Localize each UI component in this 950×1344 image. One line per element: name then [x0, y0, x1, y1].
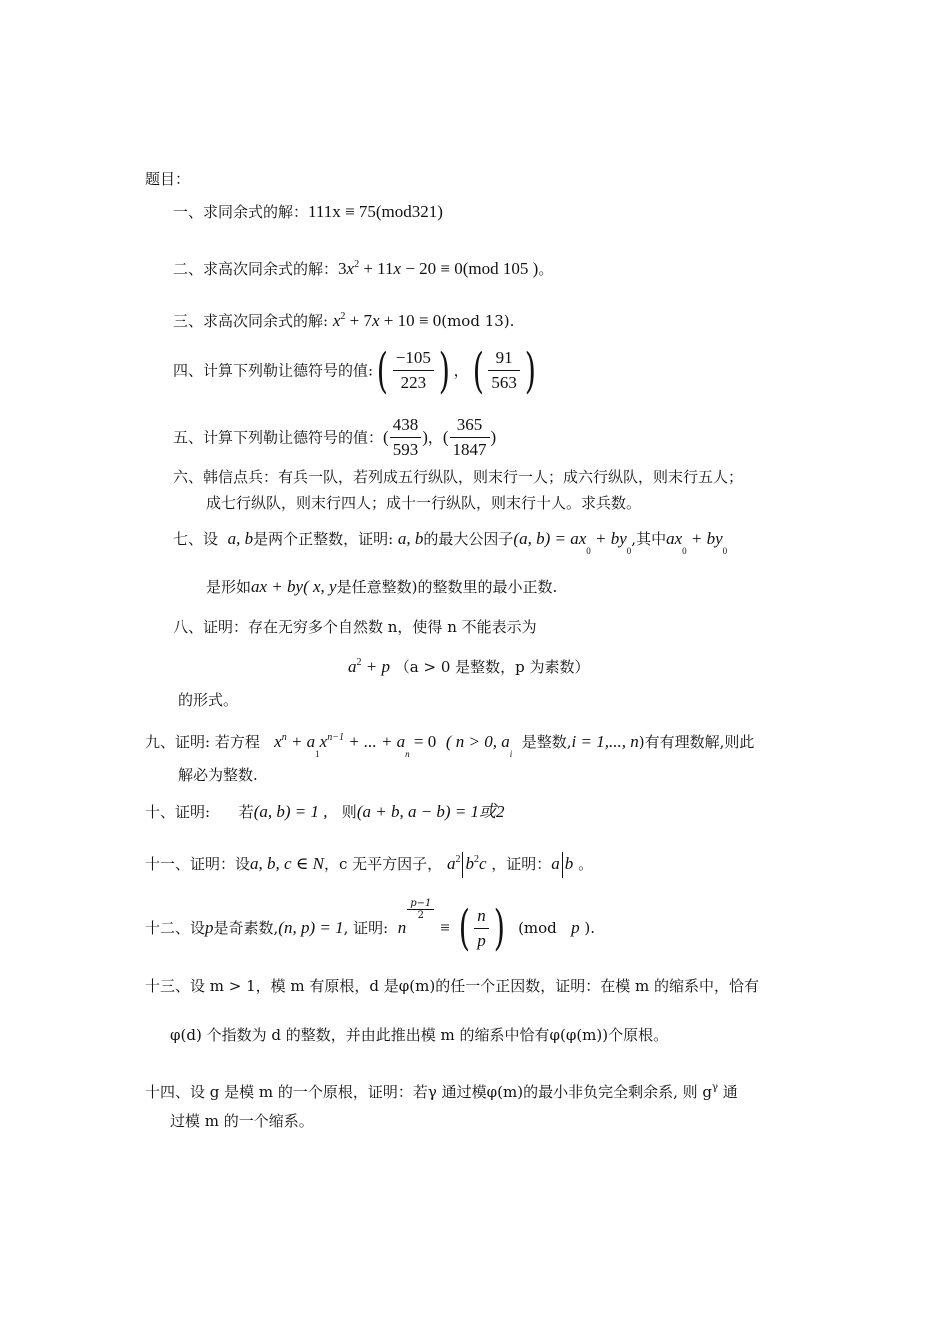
- text: ).: [584, 919, 595, 937]
- problem-9-label: 九、证明: 若方程: [145, 733, 260, 751]
- index-range: i = 1,..., n: [571, 732, 639, 751]
- text: )有有理数解,则此: [638, 733, 755, 751]
- var-ab: a, b: [397, 529, 424, 548]
- condition: (n, p) = 1: [278, 918, 344, 937]
- text: 是整数,: [521, 733, 572, 751]
- left-paren: (: [376, 342, 389, 399]
- var-x: x: [274, 732, 282, 751]
- var-x: x: [332, 311, 341, 330]
- legendre-4: [450, 413, 490, 462]
- subscript: 0: [682, 546, 687, 556]
- legendre-symbol: [474, 904, 489, 953]
- denominator: p: [477, 930, 486, 950]
- problem-8-line-1: 八、证明：存在无穷多个自然数 n，使得 n 不能表示为: [173, 618, 537, 636]
- problem-13-line-2: φ(d) 个指数为 d 的整数，并由此推出模 m 的缩系中恰有φ(φ(m))个原根。: [170, 1026, 669, 1044]
- problem-11: [145, 849, 593, 878]
- var-x: x: [393, 259, 402, 278]
- right-paren: ): [490, 427, 497, 447]
- problem-1-label: 一、求同余式的解：: [173, 203, 309, 221]
- denominator: 563: [491, 373, 517, 392]
- text: 通: [717, 1083, 738, 1101]
- exp: γ: [711, 1082, 718, 1093]
- exp: 2: [356, 657, 362, 668]
- equals-zero: = 0: [409, 732, 437, 751]
- separator: ，: [453, 361, 469, 380]
- exp: n: [281, 732, 287, 743]
- problem-9-line-2: 解必为整数.: [178, 766, 258, 784]
- var-x: x: [371, 311, 380, 330]
- problem-4-label: 四、计算下列勒让德符号的值:: [173, 361, 374, 380]
- heading-text: 题目：: [145, 170, 191, 188]
- term: + by: [686, 529, 723, 548]
- condition: ( n > 0, a: [445, 732, 510, 751]
- problem-10-label: 十、证明:: [145, 803, 211, 821]
- problem-12: [145, 898, 595, 956]
- problem-5: [173, 413, 496, 462]
- text: 则: [341, 803, 357, 821]
- var-xy: ( x, y: [303, 577, 337, 596]
- problem-10: [145, 801, 505, 823]
- subscript: 0: [586, 546, 591, 556]
- problem-2-label: 二、求高次同余式的解：: [173, 260, 339, 278]
- var-p: p: [571, 918, 580, 937]
- left-paren: (: [458, 900, 470, 956]
- var-a: a: [446, 854, 456, 873]
- separator: ，: [427, 428, 443, 447]
- exp: 2: [340, 311, 346, 322]
- right-paren: ): [422, 427, 428, 447]
- subscript: i: [509, 749, 513, 759]
- text: ，证明：: [491, 855, 552, 873]
- right-paren: ): [493, 900, 505, 956]
- var-b: b: [465, 854, 474, 873]
- text: 是奇素数,: [213, 919, 279, 937]
- text: ,其中: [631, 530, 667, 548]
- legendre-3: [390, 413, 422, 462]
- problem-8-line-2: [348, 652, 590, 678]
- numerator: 91: [488, 346, 520, 371]
- right-paren: ): [524, 342, 536, 399]
- text: 若: [238, 803, 254, 821]
- exp: n−1: [327, 732, 344, 743]
- numerator: 365: [450, 413, 490, 438]
- legendre-1: [393, 346, 434, 395]
- problem-7-label: 七、设: [173, 530, 219, 548]
- term: ax: [666, 529, 683, 548]
- denominator: 223: [400, 373, 427, 392]
- problem-13-line-1: 十三、设 m > 1，模 m 有原根，d 是φ(m)的任一个正因数，证明：在模 m 的缩系中，恰有: [145, 977, 759, 995]
- coef: 3: [338, 259, 347, 278]
- problem-14-line-2: 过模 m 的一个缩系。: [170, 1112, 314, 1130]
- subscript: 0: [722, 546, 728, 556]
- exponent-fraction: [407, 898, 434, 921]
- var-p: p: [205, 918, 214, 937]
- problem-4: [173, 342, 540, 399]
- subscript: 1: [315, 749, 320, 759]
- numerator: p−1: [407, 898, 434, 910]
- numerator: 438: [390, 413, 422, 438]
- problem-7-line-2: [206, 576, 557, 598]
- term: + ... + a: [343, 732, 406, 751]
- right-paren: ): [438, 342, 450, 399]
- term: + 10 ≡ 0: [379, 311, 442, 330]
- text: 是两个正整数，证明:: [253, 530, 394, 548]
- problem-5-label: 五、计算下列勒让德符号的值：: [173, 428, 384, 447]
- text: 。: [578, 855, 594, 873]
- exp: 2: [354, 259, 360, 270]
- condition: (a, b) = 1 ,: [253, 802, 328, 821]
- problem-3-expr: [333, 311, 441, 330]
- term: + 7: [345, 311, 372, 330]
- text: 十四、设 g 是模 m 的一个原根，证明：若γ 通过模φ(m)的最小非负完全剩余系, 则 g: [145, 1083, 712, 1101]
- mod-text: (mod: [518, 919, 557, 937]
- problem-8-line-3: 的形式。: [178, 691, 239, 709]
- heading: [145, 168, 190, 190]
- term: + a: [286, 732, 316, 751]
- exp: 2: [473, 854, 479, 865]
- text: ，c 无平方因子，: [323, 855, 443, 873]
- term: + p: [361, 657, 390, 676]
- text: 是任意整数)的整数里的最小正数.: [336, 578, 558, 596]
- var-c: c: [478, 854, 487, 873]
- var-n: n: [397, 918, 407, 937]
- problem-12-label: 十二、设: [145, 919, 206, 937]
- var-a: a: [551, 854, 560, 873]
- problem-3-mod: (mod 13).: [441, 312, 515, 330]
- left-paren: (: [442, 427, 449, 447]
- numerator: n: [474, 904, 489, 929]
- problem-2: [173, 254, 553, 280]
- var-x: x: [319, 732, 328, 751]
- problem-9-line-1: [145, 727, 754, 765]
- gcd-expr: (a, b) = ax: [513, 529, 587, 548]
- left-paren: (: [472, 342, 484, 399]
- legendre-2: [488, 346, 520, 395]
- problem-3-label: 三、求高次同余式的解:: [173, 312, 329, 330]
- left-paren: (: [383, 427, 389, 447]
- denominator: 1847: [452, 440, 487, 459]
- problem-6-line-2: 成七行纵队，则末行四人；成十一行纵队，则末行十人。求兵数。: [206, 494, 642, 512]
- var-a: a: [348, 657, 357, 676]
- condition: （a > 0 是整数，p 为素数）: [394, 658, 590, 676]
- var-ab: a, b: [227, 529, 254, 548]
- term: + by: [590, 529, 627, 548]
- problem-1-expr: 111x ≡ 75(mod321): [308, 202, 443, 221]
- subscript: 0: [626, 546, 632, 556]
- problem-11-label: 十一、证明：设: [145, 855, 251, 873]
- text: , 证明:: [343, 919, 389, 937]
- term: + 11: [359, 259, 394, 278]
- var-x: x: [346, 259, 355, 278]
- divides-bar: [462, 852, 463, 878]
- linear-combination: ax + by: [251, 577, 304, 596]
- problem-6-line-1: 六、韩信点兵：有兵一队，若列成五行纵队，则末行一人；成六行纵队，则末行五人；: [173, 468, 744, 486]
- problem-2-expr: [338, 259, 538, 278]
- problem-7-line-1: [173, 528, 727, 562]
- conclusion: (a + b, a − b) = 1或2: [356, 802, 505, 821]
- problem-2-end: 。: [538, 260, 554, 278]
- divides-bar: [562, 852, 563, 878]
- text: 的最大公因子: [423, 530, 514, 548]
- set-membership: a, b, c ∈ N: [250, 854, 324, 873]
- problem-1: [173, 201, 443, 223]
- exp: 2: [455, 854, 461, 865]
- var-b: b: [564, 854, 574, 873]
- denominator: 2: [417, 910, 424, 921]
- numerator: −105: [393, 346, 434, 371]
- problem-3: [173, 306, 514, 332]
- equiv-sign: ≡: [440, 918, 450, 937]
- denominator: 593: [392, 440, 419, 459]
- term: − 20 ≡ 0(mod 105 ): [401, 259, 539, 278]
- text: 是形如: [206, 578, 252, 596]
- subscript: n: [405, 749, 410, 759]
- problem-14-line-1: [145, 1077, 738, 1103]
